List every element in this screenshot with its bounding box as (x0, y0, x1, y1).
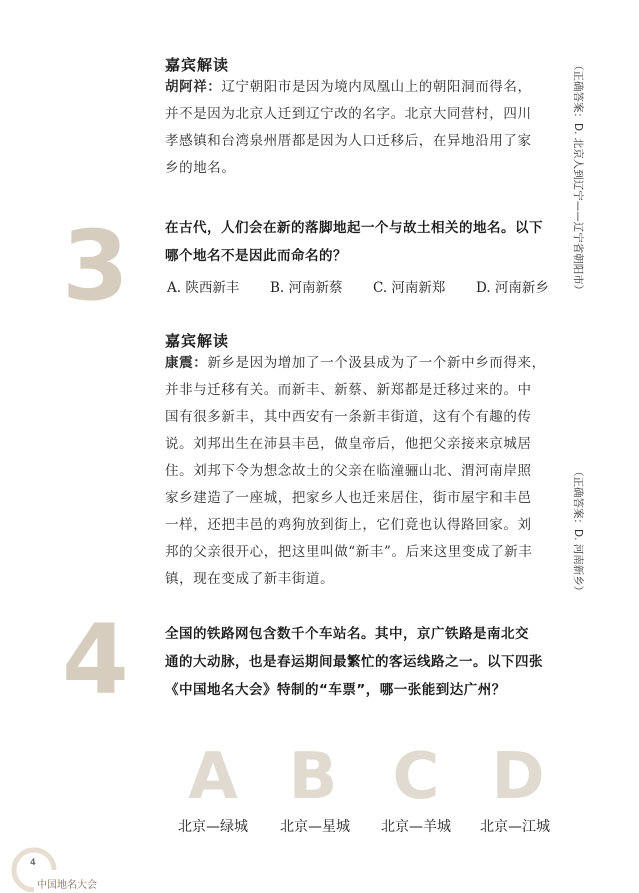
question3-line-1: 哪个地名不是因此而命名的？ (165, 248, 347, 264)
section1-line-1: 并不是因为北京人迁到辽宁改的名字。北京大同营村，四川 (165, 106, 532, 122)
page-number: 4 (30, 858, 36, 868)
option-b[interactable]: B. 河南新蔡 (270, 280, 343, 296)
section1-side-answer: （正确答案：D. 北京人到辽宁——辽宁省朝阳市） (572, 60, 584, 296)
footer-title: 中国地名大会 (37, 880, 97, 891)
question3-line-0: 在古代，人们会在新的落脚地起一个与故土相关的地名。以下 (165, 220, 543, 236)
ticket-b[interactable]: 北京—星城 (280, 819, 350, 835)
ticket-a[interactable]: 北京—绿城 (178, 819, 248, 835)
section2-side-answer: （正确答案：D. 河南新乡） (572, 466, 584, 597)
question4-line-1: 通的大动脉，也是春运期间最繁忙的客运线路之一。以下四张 (165, 654, 543, 670)
section1-heading: 嘉宾解读 (165, 56, 230, 74)
question4-number: 4 (62, 604, 129, 716)
section1-line-2: 孝感镇和台湾泉州厝都是因为人口迁移后，在异地沿用了家 (165, 133, 532, 149)
section2-line-2: 国有很多新丰，其中西安有一条新丰街道，这有个有趣的传 (165, 409, 532, 425)
option-c[interactable]: C. 河南新郑 (373, 280, 446, 296)
question4-line-0: 全国的铁路网包含数千个车站名。其中，京广铁路是南北交 (165, 626, 529, 642)
section2-heading: 嘉宾解读 (165, 332, 230, 350)
section2-line-5: 家乡建造了一座城，把家乡人也迁来居住，街市屋宇和丰邑 (165, 490, 532, 506)
section2-speaker: 康震： (165, 355, 208, 371)
section1-line-0: 辽宁朝阳市是因为境内凤凰山上的朝阳洞而得名， (221, 79, 532, 95)
question4-text (165, 620, 585, 704)
section1-speaker: 胡阿祥： (165, 79, 222, 95)
ticket-d-letter: D (491, 740, 545, 814)
section2-line-8: 镇，现在变成了新丰街道。 (165, 571, 335, 587)
section2-line-6: 一样，还把丰邑的鸡狗放到街上，它们竟也认得路回家。刘 (165, 517, 532, 533)
question3-text (165, 214, 575, 270)
ticket-c[interactable]: 北京—羊城 (381, 819, 451, 835)
question3-number: 3 (62, 210, 129, 322)
section2-line-1: 并非与迁移有关。而新丰、新蔡、新郑都是迁移过来的。中 (165, 382, 532, 398)
section2-line-7: 邦的父亲很开心，把这里叫做“新丰”。后来这里变成了新丰 (165, 544, 533, 560)
section2-line-4: 住。刘邦下令为想念故土的父亲在临潼骊山北、渭河南岸照 (165, 463, 532, 479)
section2-line-3: 说。刘邦出生在沛县丰邑，做皇帝后，他把父亲接来京城居 (165, 436, 532, 452)
section1-body (165, 74, 560, 182)
option-a[interactable]: A. 陕西新丰 (167, 280, 240, 296)
ticket-a-letter: A (188, 740, 238, 814)
question4-line-2: 《中国地名大会》特制的“车票”，哪一张能到达广州？ (165, 682, 506, 698)
ticket-d[interactable]: 北京—江城 (480, 819, 550, 835)
option-d[interactable]: D. 河南新乡 (476, 280, 549, 296)
ticket-c-letter: C (392, 740, 440, 814)
ticket-b-letter: B (288, 740, 338, 814)
section2-line-0: 新乡是因为增加了一个汲县成为了一个新中乡而得来， (207, 355, 546, 371)
section1-line-3: 乡的地名。 (165, 160, 236, 176)
section2-body (165, 350, 560, 593)
